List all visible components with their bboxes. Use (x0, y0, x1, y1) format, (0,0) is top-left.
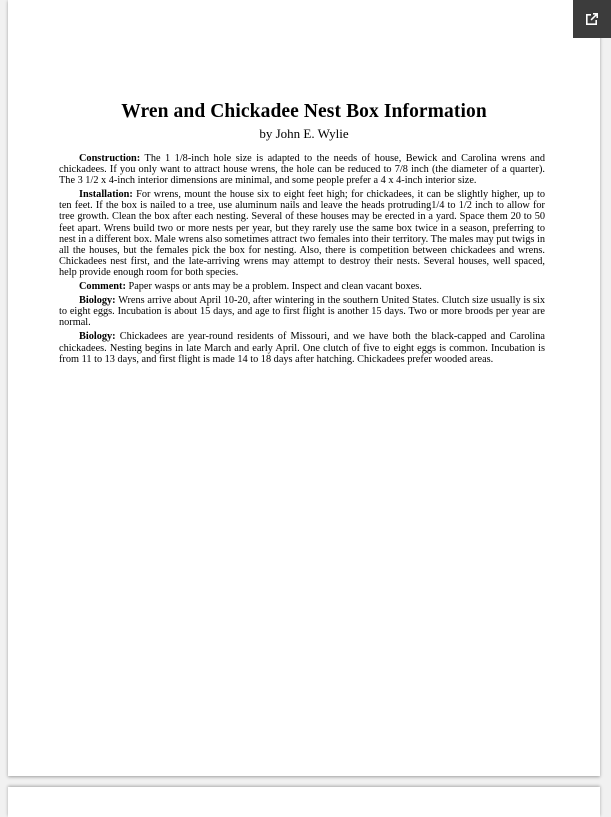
paragraph-comment (59, 281, 545, 292)
paragraph-text: The 1 1/8-inch hole size is adapted to the needs of house, Bewick and Carolina wrens and chickadees. If you only want to attract house wrens, the hole can be reduced to 7/8 inch (the diameter of a quarter). The 3 1/2 x 4-inch interior dimensions are minimal, and some people prefer a 4 x 4-inch interior size. (59, 153, 545, 187)
paragraph-biology-wrens (59, 295, 545, 328)
paragraph-biology-chickadees (59, 331, 545, 364)
next-page (8, 787, 600, 817)
popout-button[interactable] (573, 0, 611, 38)
paragraph-text: Chickadees are year-round residents of Missouri, and we have both the black-capped and Carolina chickadees. Nesting begins in late March and early April. One clutch of five to eight eggs is common. Incubation is from 11 to 13 days, and first flight is made 14 to 18 days after hatching. Chickadees prefer wooded areas. (59, 331, 545, 365)
paragraph-construction (59, 153, 545, 186)
paragraph-text: Wrens arrive about April 10-20, after wintering in the southern United States. Clutch size usually is six to eight eggs. Incubation is about 15 days, and age to first flight is another 15 days. Two or more broods per year are normal. (59, 295, 545, 329)
document-body (59, 153, 545, 368)
paragraph-label: Comment: (79, 281, 126, 293)
paragraph-label: Construction: (79, 153, 141, 164)
byline: by John E. Wylie (259, 126, 349, 141)
paragraph-text: Paper wasps or ants may be a problem. Inspect and clean vacant boxes. (125, 281, 422, 293)
paragraph-label: Installation: (79, 189, 133, 201)
paragraph-label: Biology: (79, 331, 116, 343)
document-page (8, 0, 600, 776)
paragraph-label: Biology: (79, 295, 116, 307)
paragraph-text: For wrens, mount the house six to eight feet high; for chickadees, it can be slightly higher, up to ten feet. If the box is nailed to a tree, use aluminum nails and leave the heads protruding1/4 to 1/2 inch to allow for tree growth. Clean the box after each nesting. Several of these houses may be erected in a yard. Space them 20 to 50 feet apart. Wrens build two or more nests per year, but they rarely use the same box twice in a season, preferring to nest in a different box. Male wrens also sometimes attract two females into their territory. The males may put twigs in all the houses, but the females pick the box for nesting. Also, there is competition between chickadees and wrens. Chickadees nest first, and the late-arriving wrens may attempt to destroy their nests. Several houses, well spaced, help provide enough room for both species. (59, 189, 545, 278)
popout-icon (584, 11, 600, 27)
paragraph-installation (59, 189, 545, 278)
page-title: Wren and Chickadee Nest Box Information (121, 101, 487, 122)
